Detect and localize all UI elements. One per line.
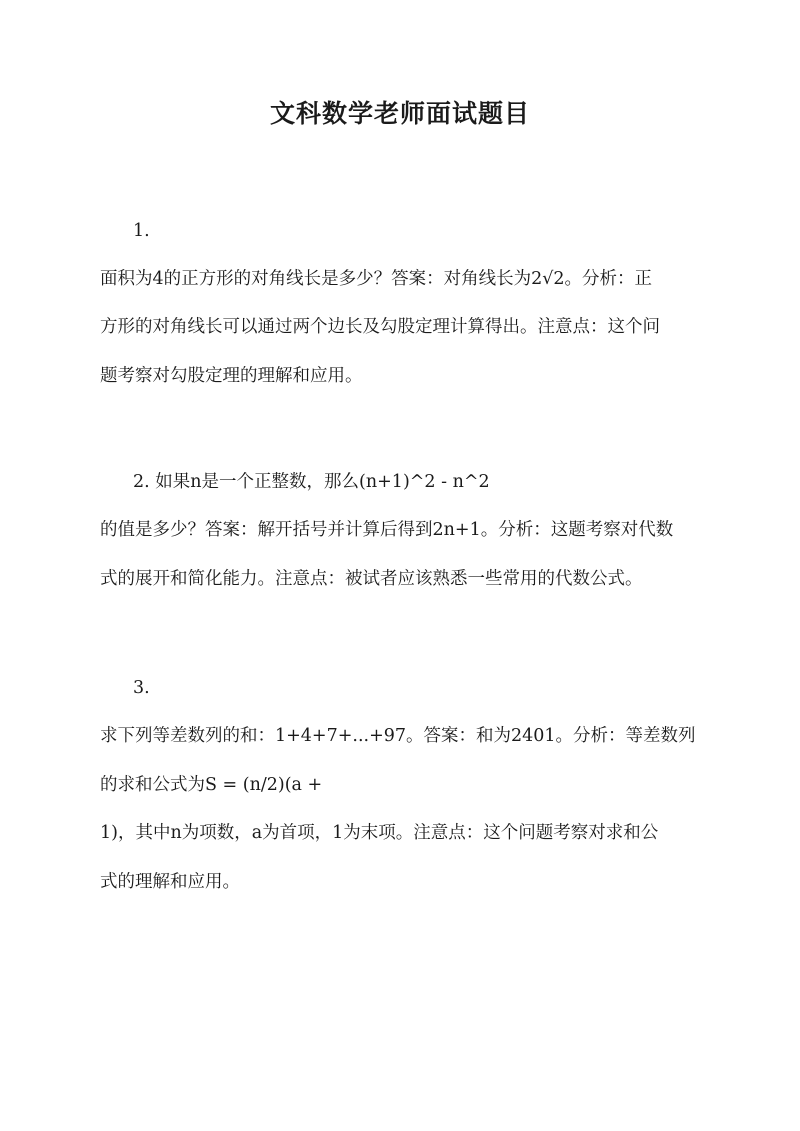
page-title: 文科数学老师面试题目 [269, 99, 530, 128]
question-3-line-4: 式的理解和应用。 [100, 872, 240, 892]
question-1-line-2: 方形的对角线长可以通过两个边长及勾股定理计算得出。注意点：这个问 [100, 317, 660, 337]
question-3-line-3: 1)，其中n为项数，a为首项，1为末项。注意点：这个问题考察对求和公 [100, 823, 659, 843]
question-2-line-2: 式的展开和简化能力。注意点：被试者应该熟悉一些常用的代数公式。 [100, 569, 643, 589]
question-2-line-1: 的值是多少？答案：解开括号并计算后得到2n+1。分析：这题考察对代数 [100, 520, 674, 540]
question-3-line-1: 求下列等差数列的和：1+4+7+...+97。答案：和为2401。分析：等差数列 [100, 726, 696, 746]
question-1-line-1: 面积为4的正方形的对角线长是多少？答案：对角线长为2√2。分析：正 [100, 269, 653, 289]
question-3-line-2: 的求和公式为S = (n/2)(a + [100, 775, 323, 795]
question-2-head-text: 如果n是一个正整数，那么(n+1)^2 - n^2 [155, 472, 490, 492]
question-2-number: 2. [133, 472, 150, 492]
question-2-heading [133, 468, 753, 496]
question-3-number: 3. [133, 678, 150, 698]
question-1-line-3: 题考察对勾股定理的理解和应用。 [100, 366, 363, 386]
question-1-number: 1. [133, 221, 150, 241]
